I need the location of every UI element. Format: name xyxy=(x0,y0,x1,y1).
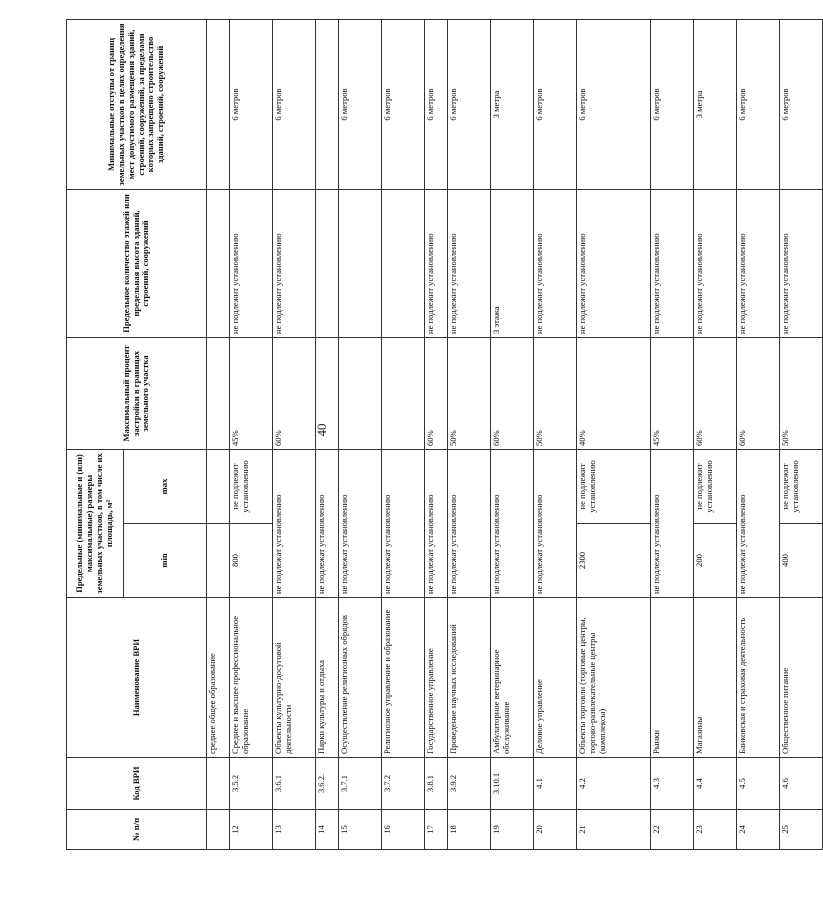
cell-min-max-merged: не подлежат установлению xyxy=(316,449,339,597)
cell-floors: не подлежит установлению xyxy=(534,189,577,337)
cell-floors: не подлежит установлению xyxy=(273,189,316,337)
cell-max: не подлежит установлению xyxy=(694,449,737,523)
header-min: min xyxy=(124,524,207,598)
cell-name: Деловое управление xyxy=(534,598,577,758)
cell-code: 3.6.1 xyxy=(273,758,316,810)
cell-code: 3.9.2 xyxy=(448,758,491,810)
cell-offset xyxy=(316,19,339,189)
cell-floors: не подлежит установлению xyxy=(737,189,780,337)
cell-floors xyxy=(316,189,339,337)
table-row xyxy=(230,19,273,849)
cell-name: Парки культуры и отдыха xyxy=(316,598,339,758)
cell-name: Объекты культурно-досуговой деятельности xyxy=(273,598,316,758)
cell-code: 3.5.2 xyxy=(230,758,273,810)
cell-min-max-merged: не подлежат установлению xyxy=(425,449,448,597)
zoning-parameters-table xyxy=(66,19,823,850)
cell-floors: не подлежит установлению xyxy=(448,189,491,337)
cell-build-percent xyxy=(382,337,425,449)
table-row xyxy=(425,19,448,849)
table-row xyxy=(491,19,534,849)
cell-code: 3.7.2 xyxy=(382,758,425,810)
cell-num: 12 xyxy=(230,810,273,850)
cell-name: Объекты торговли (торговые центры, торгово-развлекательные центры (комплексы) xyxy=(577,598,651,758)
header-dimensions: Предельные (минимальные и (или) максимальные) размеры земельных участков, в том числе их площадь, м² xyxy=(67,449,124,597)
cell-num: 23 xyxy=(694,810,737,850)
cell-code xyxy=(207,758,230,810)
cell-offset: 6 метров xyxy=(230,19,273,189)
header-num: № п/п xyxy=(67,810,207,850)
cell-build-percent: 60% xyxy=(273,337,316,449)
cell-num: 22 xyxy=(651,810,694,850)
cell-min-max-merged: не подлежат установлению xyxy=(273,449,316,597)
cell-offset: 6 метров xyxy=(577,19,651,189)
cell-offset: 3 метра xyxy=(694,19,737,189)
cell-build-percent xyxy=(207,337,230,449)
cell-min xyxy=(207,524,230,598)
cell-build-percent: 45% xyxy=(651,337,694,449)
cell-code: 3.10.1 xyxy=(491,758,534,810)
cell-code: 3.8.1 xyxy=(425,758,448,810)
cell-build-percent: 40% xyxy=(577,337,651,449)
cell-num: 13 xyxy=(273,810,316,850)
cell-floors: не подлежит установлению xyxy=(230,189,273,337)
cell-name: Амбулаторное ветеринарное обслуживание xyxy=(491,598,534,758)
cell-min: 200 xyxy=(694,524,737,598)
cell-max: не подлежит установлению xyxy=(577,449,651,523)
cell-offset: 6 метров xyxy=(339,19,382,189)
header-offsets: Минимальные отступы от границ земельных участков в целях определения мест допустимого размещения зданий, строений, сооружений, за пределами которых запрещено строительство зданий, строений, сооружений xyxy=(67,19,207,189)
table-row xyxy=(780,19,823,849)
cell-num: 21 xyxy=(577,810,651,850)
header-floors: Предельное количество этажей или предельная высота зданий, строений, сооружений xyxy=(67,189,207,337)
table-row xyxy=(694,19,737,849)
cell-min-max-merged: не подлежат установлению xyxy=(448,449,491,597)
cell-min-max-merged: не подлежат установлению xyxy=(534,449,577,597)
cell-min-max-merged: не подлежат установлению xyxy=(382,449,425,597)
cell-num: 15 xyxy=(339,810,382,850)
cell-build-percent: 60% xyxy=(737,337,780,449)
cell-name: Банковская и страховая деятельность xyxy=(737,598,780,758)
cell-name: Государственное управление xyxy=(425,598,448,758)
cell-min: 2300 xyxy=(577,524,651,598)
cell-offset: 6 метров xyxy=(425,19,448,189)
table-row xyxy=(577,19,651,849)
cell-code: 4.4 xyxy=(694,758,737,810)
cell-min: 800 xyxy=(230,524,273,598)
cell-build-percent: 60% xyxy=(491,337,534,449)
cell-offset: 6 метров xyxy=(273,19,316,189)
cell-max xyxy=(207,449,230,523)
cell-build-percent xyxy=(316,337,339,449)
cell-min-max-merged: не подлежат установлению xyxy=(651,449,694,597)
cell-max: не подлежит установлению xyxy=(230,449,273,523)
cell-build-percent: 50% xyxy=(448,337,491,449)
cell-name: Среднее и высшее профессиональное образование xyxy=(230,598,273,758)
cell-num: 14 xyxy=(316,810,339,850)
cell-code: 4.3 xyxy=(651,758,694,810)
cell-name: Рынки xyxy=(651,598,694,758)
cell-offset: 6 метров xyxy=(448,19,491,189)
cell-num: 17 xyxy=(425,810,448,850)
table-header-row xyxy=(67,19,124,849)
cell-name: Общественное питание xyxy=(780,598,823,758)
cell-code: 4.2 xyxy=(577,758,651,810)
cell-floors: 3 этажа xyxy=(491,189,534,337)
cell-code: 4.6 xyxy=(780,758,823,810)
cell-offset: 6 метров xyxy=(382,19,425,189)
cell-min-max-merged: не подлежат установлению xyxy=(737,449,780,597)
cell-num: 24 xyxy=(737,810,780,850)
cell-offset xyxy=(207,19,230,189)
table-row xyxy=(737,19,780,849)
cell-floors xyxy=(339,189,382,337)
cell-code: 4.5 xyxy=(737,758,780,810)
cell-num: 19 xyxy=(491,810,534,850)
cell-min: 400 xyxy=(780,524,823,598)
cell-num: 18 xyxy=(448,810,491,850)
table-row xyxy=(273,19,316,849)
cell-floors xyxy=(207,189,230,337)
rotated-table-container xyxy=(66,20,800,850)
cell-offset: 6 метров xyxy=(737,19,780,189)
table-body xyxy=(207,19,823,849)
table-row xyxy=(534,19,577,849)
cell-min-max-merged: не подлежат установлению xyxy=(339,449,382,597)
table-row xyxy=(207,19,230,849)
cell-build-percent: 45% xyxy=(230,337,273,449)
table-row xyxy=(448,19,491,849)
cell-build-percent: 60% xyxy=(694,337,737,449)
cell-num xyxy=(207,810,230,850)
cell-min-max-merged: не подлежат установлению xyxy=(491,449,534,597)
table-row xyxy=(316,19,339,849)
cell-num: 16 xyxy=(382,810,425,850)
table-row xyxy=(382,19,425,849)
cell-build-percent: 50% xyxy=(534,337,577,449)
cell-num: 25 xyxy=(780,810,823,850)
cell-build-percent: 50% xyxy=(780,337,823,449)
cell-code: 3.7.1 xyxy=(339,758,382,810)
cell-name: Магазины xyxy=(694,598,737,758)
cell-floors: не подлежит установлению xyxy=(651,189,694,337)
header-max: max xyxy=(124,449,207,523)
cell-num: 20 xyxy=(534,810,577,850)
cell-code: 3.6.2. xyxy=(316,758,339,810)
header-code: Код ВРИ xyxy=(67,758,207,810)
cell-offset: 3 метра xyxy=(491,19,534,189)
cell-build-percent: 60% xyxy=(425,337,448,449)
cell-floors: не подлежит установлению xyxy=(425,189,448,337)
header-build-percent: Максимальный процент застройки в границах земельного участка xyxy=(67,337,207,449)
table-row xyxy=(651,19,694,849)
cell-offset: 6 метров xyxy=(780,19,823,189)
cell-floors: не подлежит установлению xyxy=(780,189,823,337)
cell-floors: не подлежит установлению xyxy=(694,189,737,337)
header-name: Наименование ВРИ xyxy=(67,598,207,758)
cell-floors: не подлежит установлению xyxy=(577,189,651,337)
cell-max: не подлежит установлению xyxy=(780,449,823,523)
cell-name: Проведение научных исследований xyxy=(448,598,491,758)
cell-name: Осуществление религиозных обрядов xyxy=(339,598,382,758)
rotated-page-area xyxy=(66,20,800,850)
page-number: 40 xyxy=(314,423,329,437)
cell-build-percent xyxy=(339,337,382,449)
cell-offset: 6 метров xyxy=(534,19,577,189)
cell-name: среднее общее образование xyxy=(207,598,230,758)
cell-floors xyxy=(382,189,425,337)
cell-offset: 6 метров xyxy=(651,19,694,189)
cell-name: Религиозное управление и образование xyxy=(382,598,425,758)
table-row xyxy=(339,19,382,849)
cell-code: 4.1 xyxy=(534,758,577,810)
